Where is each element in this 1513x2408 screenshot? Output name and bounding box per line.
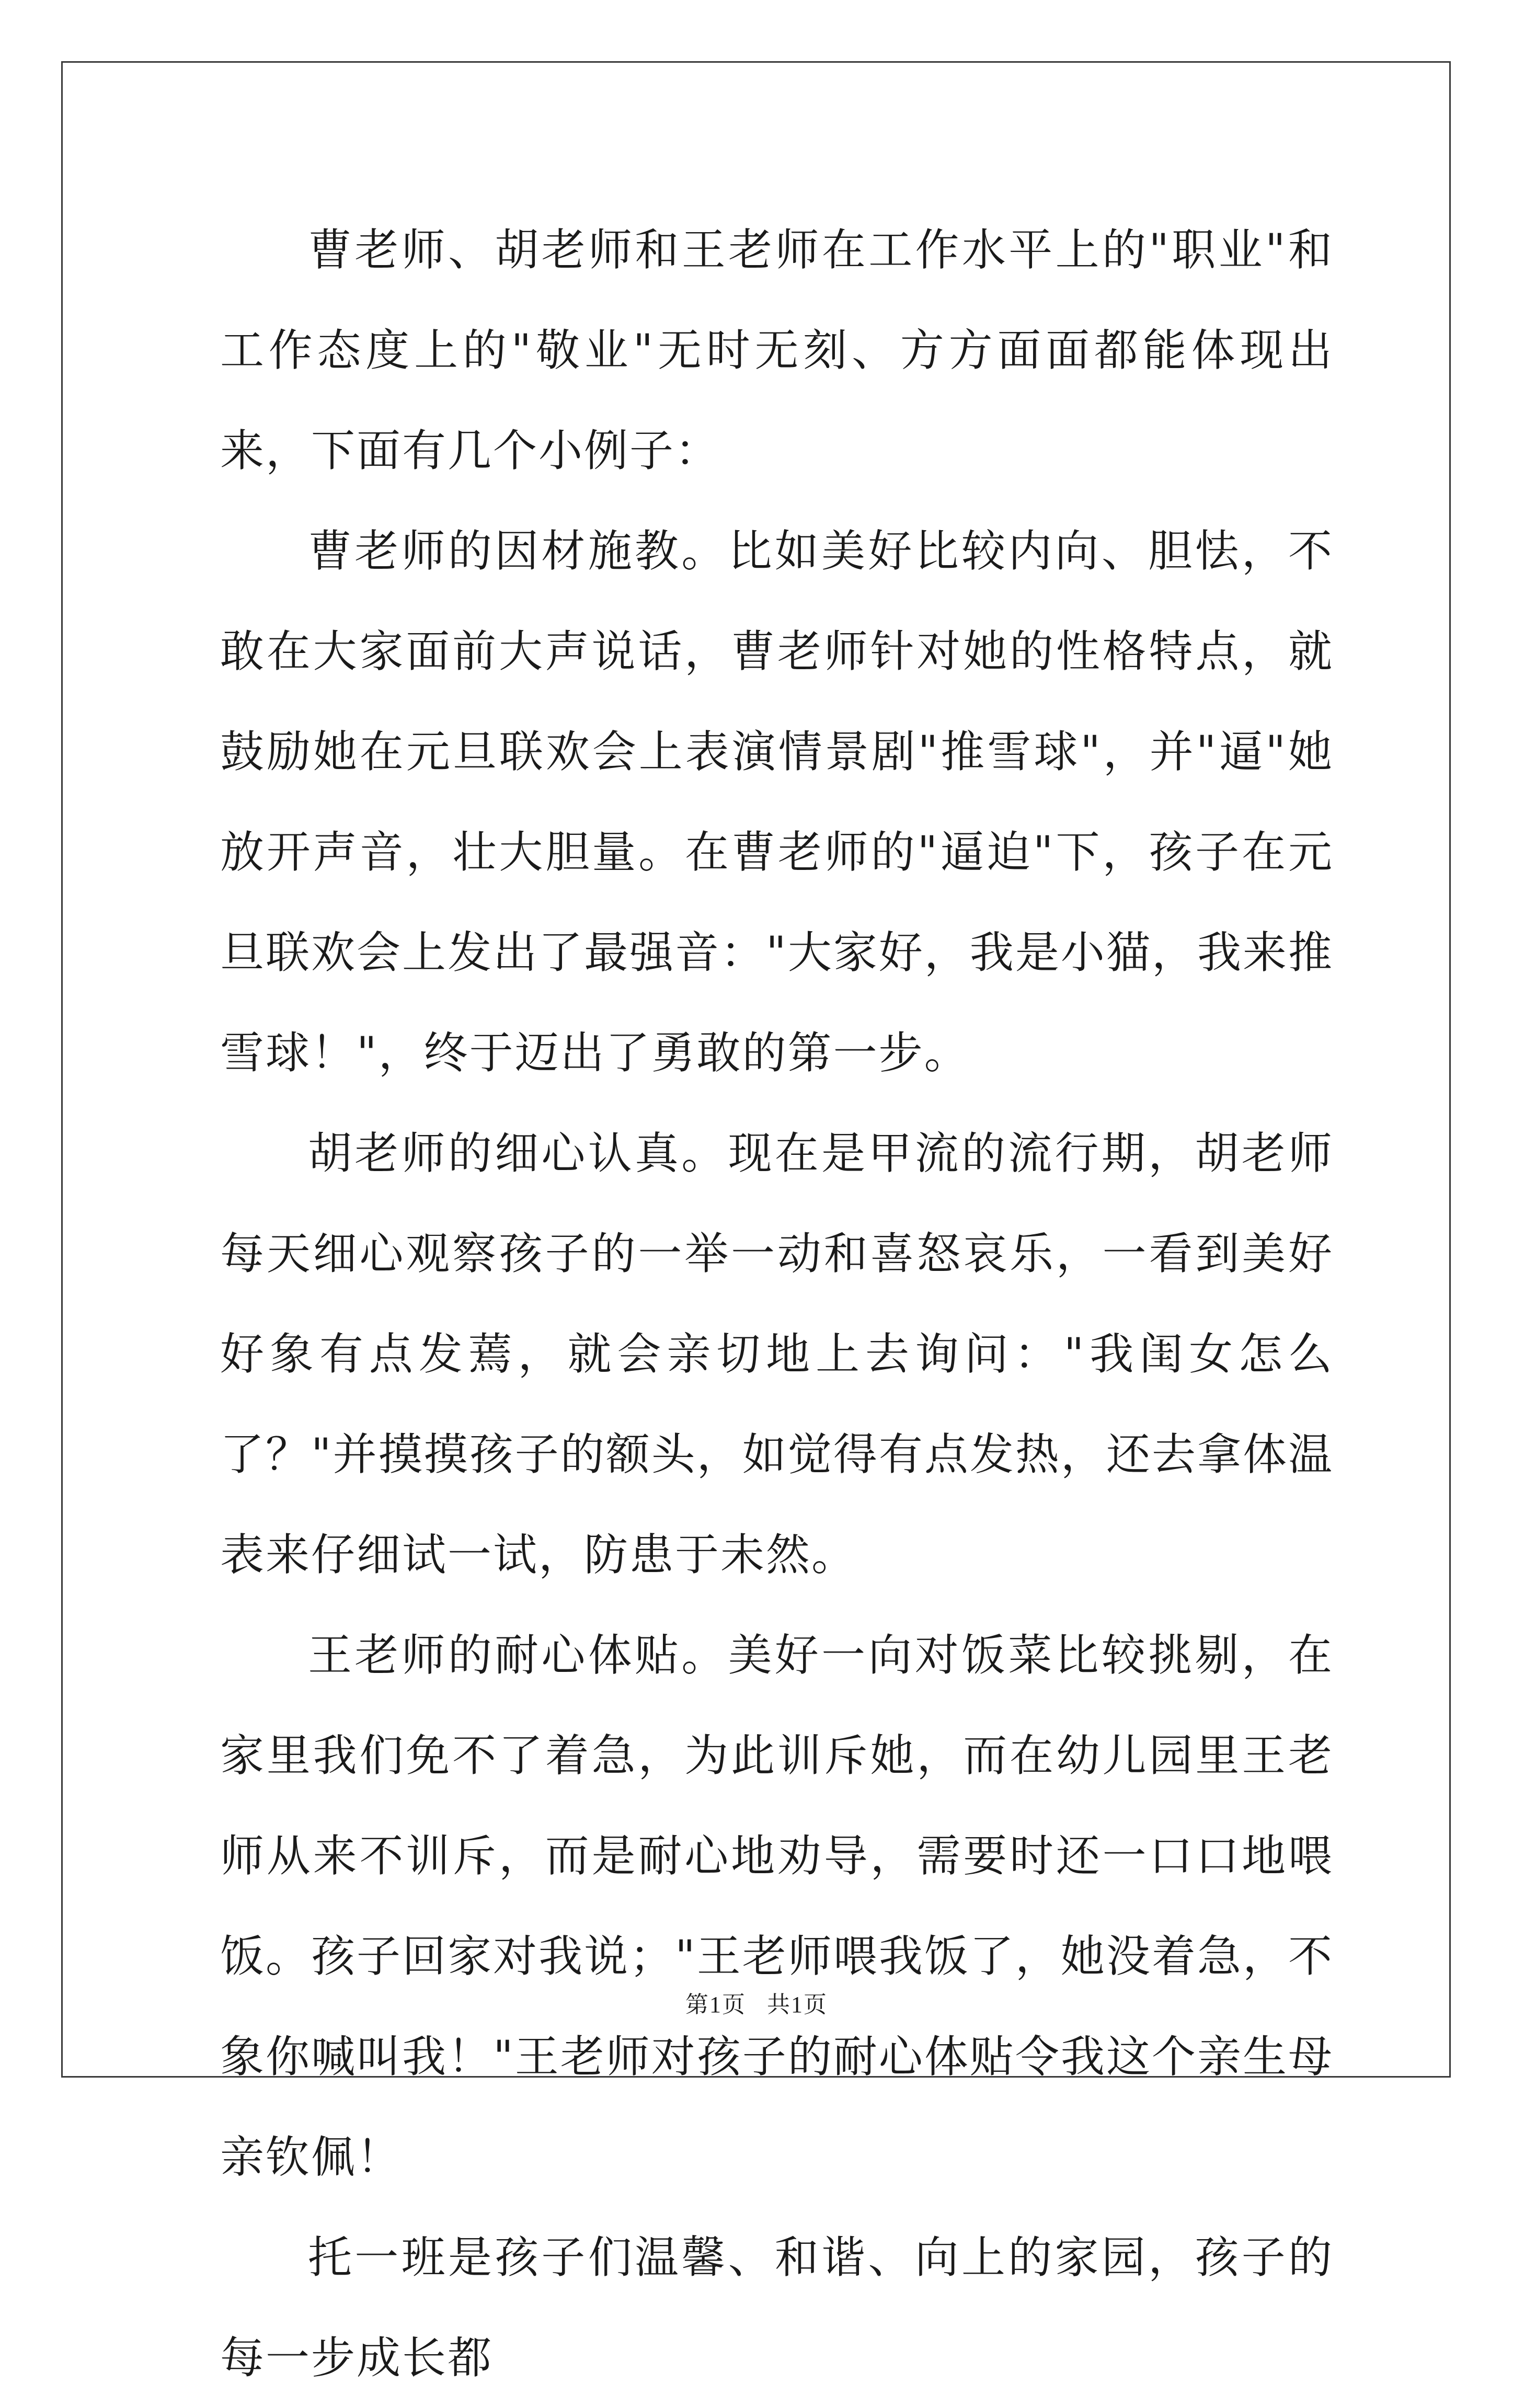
document-body: [220, 200, 1334, 2408]
paragraph-2: 曹老师的因材施教。比如美好比较内向、胆怯，不敢在大家面前大声说话，曹老师针对她的性格特点，就鼓励她在元旦联欢会上表演情景剧"推雪球"，并"逼"她放开声音，壮大胆量。在曹老师的"逼迫"下，孩子在元旦联欢会上发出了最强音："大家好，我是小猫，我来推雪球！"，终于迈出了勇敢的第一步。: [220, 525, 1334, 1079]
page-footer: [0, 1986, 1513, 2019]
paragraph-3: 胡老师的细心认真。现在是甲流的流行期，胡老师每天细心观察孩子的一举一动和喜怒哀乐，一看到美好好象有点发蔫，就会亲切地上去询问："我闺女怎么了？"并摸摸孩子的额头，如觉得有点发热，还去拿体温表来仔细试一试，防患于未然。: [220, 1128, 1334, 1580]
page-number-current: 第1页: [685, 1992, 746, 2017]
paragraph-1: 曹老师、胡老师和王老师在工作水平上的"职业"和工作态度上的"敬业"无时无刻、方方面面都能体现出来，下面有几个小例子：: [220, 224, 1334, 476]
paragraph-5: 托一班是孩子们温馨、和谐、向上的家园，孩子的每一步成长都: [220, 2232, 1334, 2383]
page-number-total: 共1页: [767, 1992, 828, 2017]
paragraph-4: 王老师的耐心体贴。美好一向对饭菜比较挑剔，在家里我们免不了着急，为此训斥她，而在幼儿园里王老师从来不训斥，而是耐心地劝导，需要时还一口口地喂饭。孩子回家对我说；"王老师喂我饭了，她没着急，不象你喊叫我！"王老师对孩子的耐心体贴令我这个亲生母亲钦佩！: [220, 1630, 1334, 2183]
